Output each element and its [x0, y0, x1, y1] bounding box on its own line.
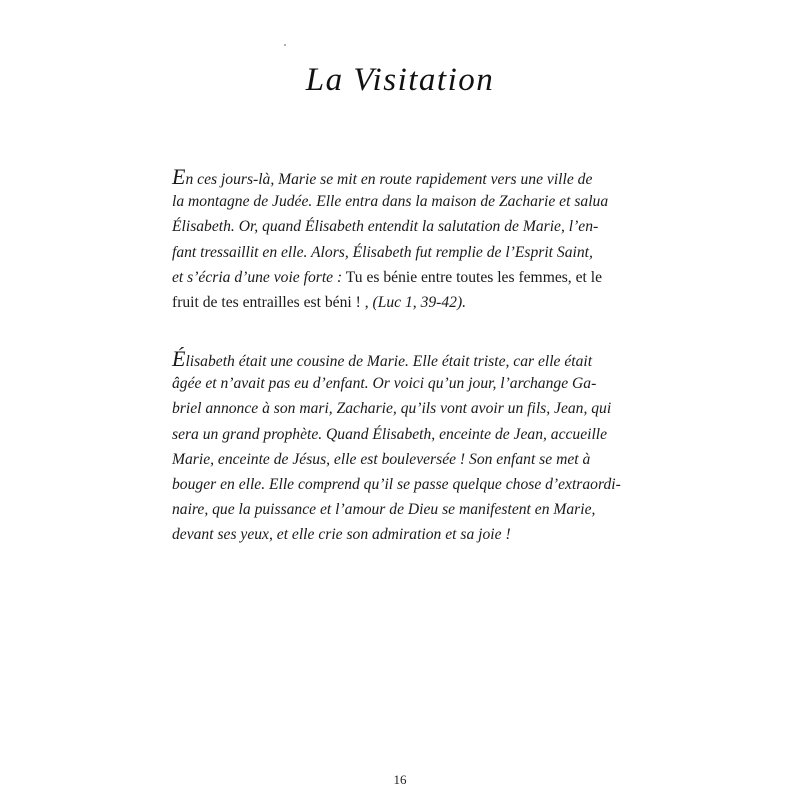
text-line: âgée et n’avait pas eu d’enfant. Or voici qu’un jour, l’archange Ga-: [172, 375, 597, 393]
quote-span: Tu es bénie entre toutes les femmes, et le: [342, 268, 603, 286]
text-line: [172, 265, 628, 290]
text-line: bouger en elle. Elle comprend qu’il se passe quelque chose d’extraordi-: [172, 475, 621, 493]
text-line: [172, 290, 628, 315]
page-title: La Visitation: [305, 62, 495, 98]
text-line: Élisabeth. Or, quand Élisabeth entendit la salutation de Marie, l’en-: [172, 218, 599, 236]
citation-span: (Luc 1, 39-42).: [372, 293, 467, 311]
text-span: n ces jours-là, Marie se mit en route rapidement vers une ville de: [185, 171, 593, 188]
text-span: et s’écria d’une voie forte :: [172, 268, 343, 286]
text-line: [172, 346, 628, 371]
text-line: briel annonce à son mari, Zacharie, qu’ils vont avoir un fils, Jean, qui: [172, 400, 612, 418]
text-line: Marie, enceinte de Jésus, elle est bouleversée ! Son enfant se met à: [172, 450, 591, 468]
text-line: devant ses yeux, et elle crie son admiration et sa joie !: [172, 526, 511, 544]
text-line: la montagne de Judée. Elle entra dans la maison de Zacharie et salua: [172, 193, 609, 211]
print-speck: [284, 44, 286, 46]
page-number: 16: [393, 772, 407, 787]
drop-cap: E: [172, 164, 186, 189]
scripture-paragraph: [172, 164, 628, 315]
text-line: fant tressaillit en elle. Alors, Élisabeth fut remplie de l’Esprit Saint,: [172, 243, 593, 261]
drop-cap: É: [172, 346, 186, 371]
quote-span: fruit de tes entrailles est béni ! ,: [172, 293, 373, 311]
commentary-paragraph: [172, 346, 628, 548]
text-line: sera un grand prophète. Quand Élisabeth, enceinte de Jean, accueille: [172, 425, 608, 443]
text-span: lisabeth était une cousine de Marie. Elle était triste, car elle était: [185, 353, 593, 370]
text-line: naire, que la puissance et l’amour de Dieu se manifestent en Marie,: [172, 501, 596, 519]
text-line: [172, 164, 628, 189]
